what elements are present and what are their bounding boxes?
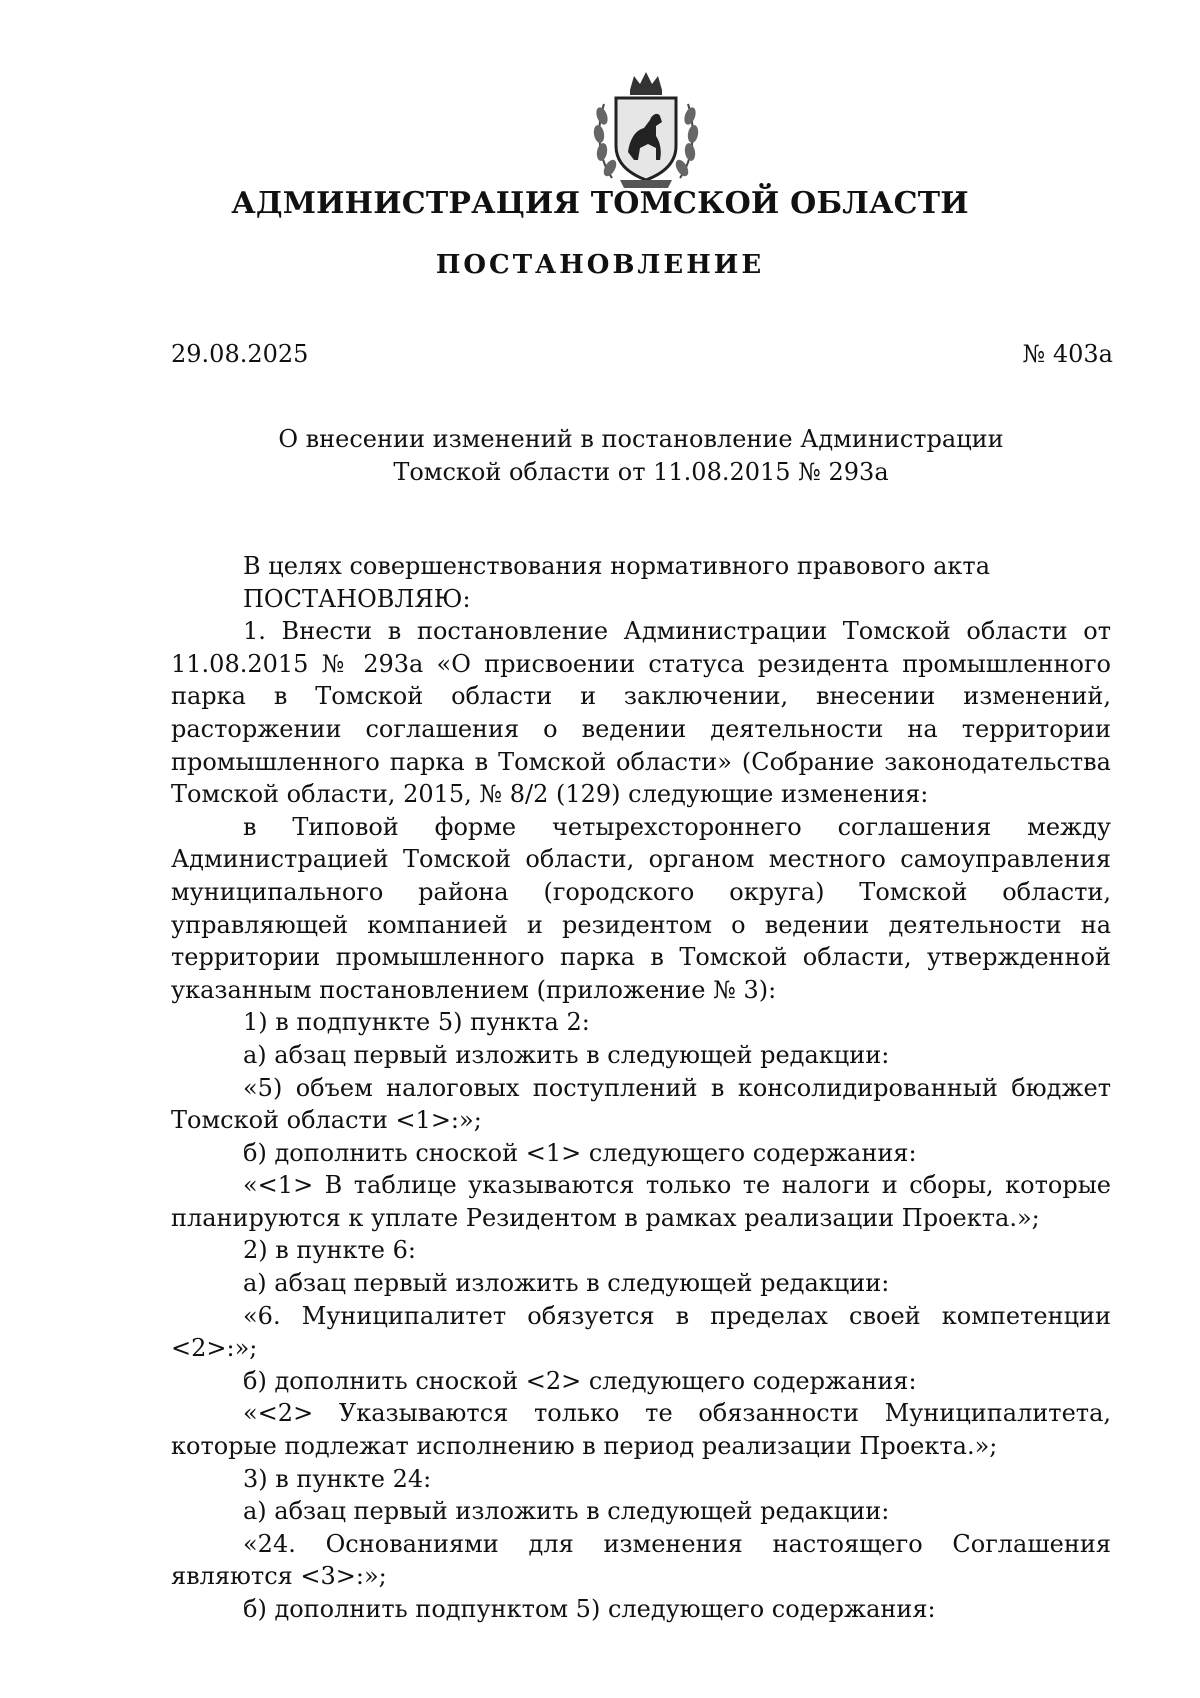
body-paragraph: «<1> В таблице указываются только те налоги и сборы, которые планируются к уплате Резидентом в рамках реализации Проекта.»; bbox=[171, 1171, 1111, 1232]
body-paragraph: «<2> Указываются только те обязанности Муниципалитета, которые подлежат исполнению в период реализации Проекта.»; bbox=[171, 1399, 1111, 1461]
document-date: 29.08.2025 bbox=[171, 340, 309, 368]
tomsk-oblast-coat-of-arms-icon bbox=[590, 68, 702, 190]
document-body bbox=[171, 550, 1111, 1626]
body-paragraph: «6. Муниципалитет обязуется в пределах своей компетенции <2>:»; bbox=[171, 1301, 1111, 1363]
document-number: № 403а bbox=[1022, 340, 1113, 368]
body-paragraph: а) абзац первый изложить в следующей редакции: bbox=[243, 1269, 890, 1298]
body-paragraph: а) абзац первый изложить в следующей редакции: bbox=[243, 1497, 890, 1526]
body-paragraph: «5) объем налоговых поступлений в консолидированный бюджет Томской области <1>:»; bbox=[171, 1073, 1111, 1135]
body-paragraph: в Типовой форме четырехстороннего соглашения между Администрацией Томской области, органом местного самоуправления муниципального района (городского округа) Томской области, управляющей компанией и резидентом о ведении деятельности на территории промышленного парка в Томской области, утвержденной указанным постановлением (приложение № 3): bbox=[171, 812, 1111, 1004]
body-paragraph: б) дополнить сноской <2> следующего содержания: bbox=[243, 1366, 917, 1395]
body-paragraph: ПОСТАНОВЛЯЮ: bbox=[243, 584, 471, 613]
subject-line: О внесении изменений в постановление Администрации bbox=[278, 425, 1004, 453]
body-paragraph: а) абзац первый изложить в следующей редакции: bbox=[243, 1040, 890, 1069]
organization-title: АДМИНИСТРАЦИЯ ТОМСКОЙ ОБЛАСТИ bbox=[231, 186, 969, 221]
body-paragraph: б) дополнить подпунктом 5) следующего содержания: bbox=[243, 1595, 936, 1623]
subject-line: Томской области от 11.08.2015 № 293а bbox=[393, 458, 889, 486]
body-paragraph: б) дополнить сноской <1> следующего содержания: bbox=[243, 1138, 917, 1167]
body-paragraph: 2) в пункте 6: bbox=[243, 1236, 416, 1265]
body-paragraph: В целях совершенствования нормативного правового акта bbox=[243, 552, 990, 580]
document-type-heading: ПОСТАНОВЛЕНИЕ bbox=[435, 250, 765, 280]
body-paragraph: «24. Основаниями для изменения настоящего Соглашения являются <3>:»; bbox=[171, 1529, 1111, 1591]
document-subject bbox=[171, 423, 1111, 489]
body-paragraph: 1. Внести в постановление Администрации Томской области от 11.08.2015 № 293а «О присвоении статуса резидента промышленного парка в Томской области и заключении, внесении изменений, расторжении соглашения о ведении деятельности на территории промышленного парка в Томской области» (Собрание законодательства Томской области, 2015, № 8/2 (129) следующие изменения: bbox=[171, 617, 1111, 809]
body-paragraph: 3) в пункте 24: bbox=[243, 1464, 432, 1493]
body-paragraph: 1) в подпункте 5) пункта 2: bbox=[243, 1008, 590, 1037]
